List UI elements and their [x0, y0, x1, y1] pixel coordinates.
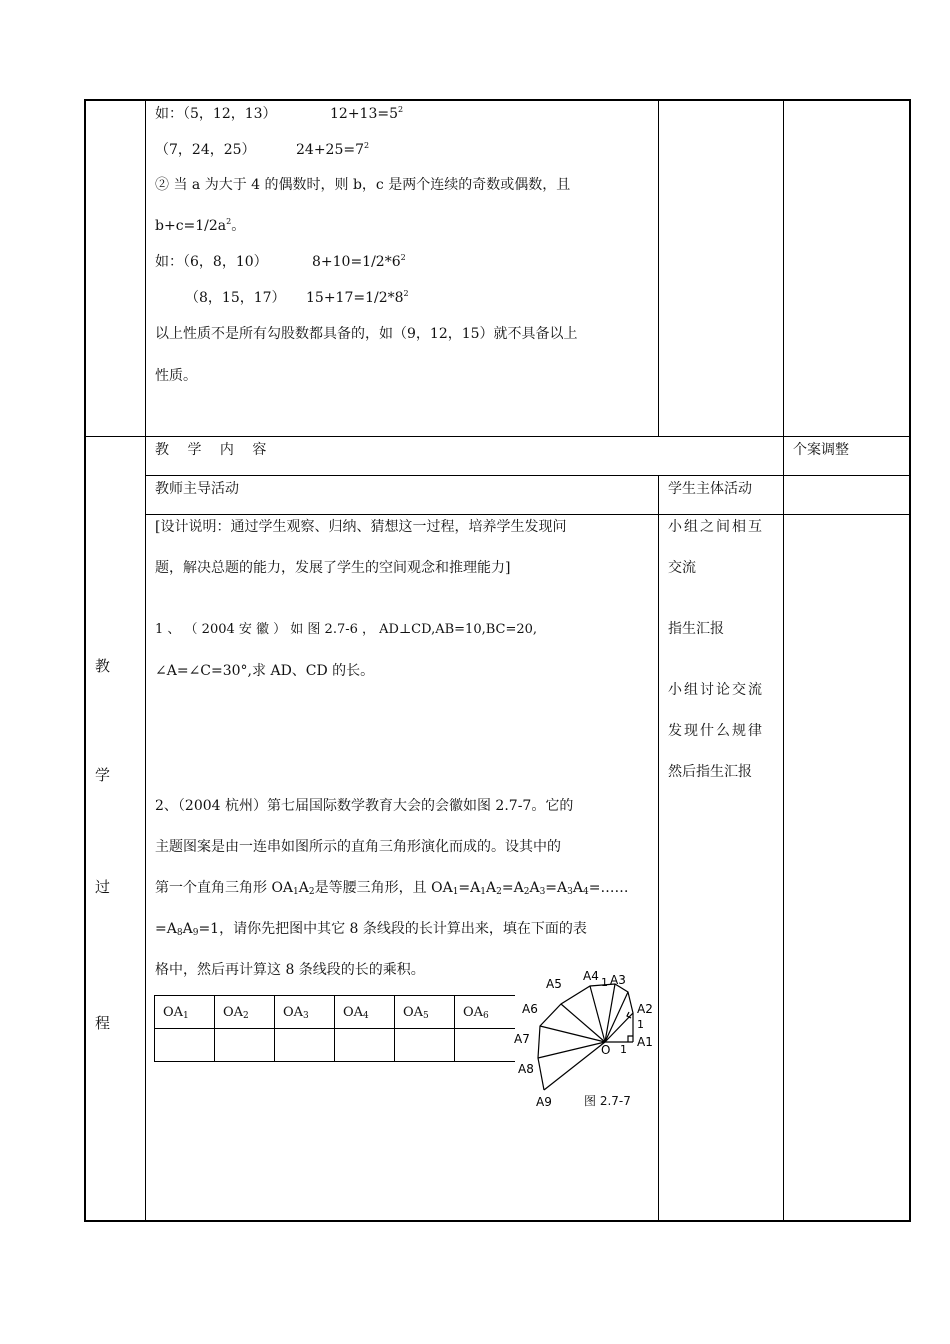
example-8-15-17: （8，15，17） — [185, 290, 286, 306]
table-border-bottom — [84, 1220, 911, 1222]
student-activity-5: 发现什么规律 — [668, 723, 764, 739]
segments-table — [154, 995, 515, 1062]
side-label-char-3: 过 — [95, 878, 111, 896]
col-divider-2-bottom — [658, 475, 659, 1222]
example-6-8-10-equation: $8+10=1/2*6^2$ — [312, 253, 406, 270]
segment-value-cell[interactable] — [275, 1029, 335, 1062]
teacher-header: 教师主导活动 — [155, 481, 239, 497]
figure-label-o: O — [601, 1043, 611, 1057]
figure-caption: 图 2.7-7 — [584, 1094, 631, 1108]
table-border-top — [84, 99, 911, 101]
segments-table-value-row — [155, 1029, 515, 1062]
note-text-1: 以上性质不是所有勾股数都具备的，如（9，12，15）就不具备以上 — [155, 326, 578, 342]
question-1-line-2: ∠A=∠C=30°,求 AD、CD 的长。 — [155, 663, 375, 679]
segment-value-cell[interactable] — [335, 1029, 395, 1062]
figure-label-one-bottom: 1 — [620, 1043, 627, 1056]
question-2-line-5: 格中，然后再计算这 8 条线段的长的乘积。 — [155, 962, 425, 978]
student-activity-2: 交流 — [668, 560, 696, 576]
student-activity-6: 然后指生汇报 — [668, 764, 752, 780]
question-2-line-4: $=A_8A_9=1$，请你先把图中其它 8 条线段的长计算出来，填在下面的表 — [155, 921, 587, 938]
example-5-12-13-equation: $12+13=5^2$ — [330, 105, 404, 122]
even-rule-formula: $b+c=1/2a^2$。 — [155, 217, 246, 234]
figure-label-a3: A3 — [610, 973, 626, 987]
figure-label-a2: A2 — [637, 1002, 653, 1016]
figure-label-one-right: 1 — [637, 1018, 644, 1031]
student-header: 学生主体活动 — [668, 481, 752, 497]
col-divider-1 — [145, 99, 146, 1222]
segment-header-oa4: $OA_4$ — [335, 996, 395, 1029]
segment-header-oa3: $OA_3$ — [275, 996, 335, 1029]
question-2-line-1: 2、（2004 杭州）第七届国际数学教育大会的会徽如图 2.7-7。它的 — [155, 798, 574, 814]
figure-label-a4: A4 — [583, 969, 599, 983]
content-header: 教 学 内 容 — [155, 442, 267, 458]
question-2-line-3: 第一个直角三角形 $OA_1A_2$是等腰三角形，且 $OA_1=A_1A_2=A_2A_3=A_3A_4=\dots\dots$ — [155, 880, 629, 897]
example-6-8-10: 如：（6，8，10） — [155, 254, 268, 270]
segment-value-cell[interactable] — [395, 1029, 455, 1062]
note-text-2: 性质。 — [155, 368, 197, 384]
side-label-char-1: 教 — [95, 657, 111, 675]
example-5-12-13: 如：（5，12，13） — [155, 106, 277, 122]
segment-value-cell[interactable] — [155, 1029, 215, 1062]
col-divider-3 — [783, 99, 784, 1222]
even-rule-text: ② 当 a 为大于 4 的偶数时，则 b，c 是两个连续的奇数或偶数，且 — [155, 177, 571, 193]
figure-label-one-top: 1 — [601, 976, 608, 989]
figure-label-a7: A7 — [514, 1032, 530, 1046]
adjust-header: 个案调整 — [793, 442, 849, 458]
student-activity-3: 指生汇报 — [668, 621, 724, 637]
side-label-char-4: 程 — [95, 1014, 111, 1032]
design-note-line-1: [设计说明：通过学生观察、归纳、猜想这一过程，培养学生发现问 — [155, 519, 567, 535]
segment-header-oa2: $OA_2$ — [215, 996, 275, 1029]
example-7-24-25-equation: $24+25=7^2$ — [296, 141, 370, 158]
col-divider-2-top — [658, 99, 659, 436]
table-border-left — [84, 99, 86, 1222]
student-activity-4: 小组讨论交流 — [668, 682, 764, 698]
segment-header-oa5: $OA_5$ — [395, 996, 455, 1029]
side-label-char-2: 学 — [95, 766, 111, 784]
table-border-right — [909, 99, 911, 1222]
row-divider-section — [84, 436, 911, 437]
figure-label-a9: A9 — [536, 1095, 552, 1109]
segment-header-oa1: $OA_1$ — [155, 996, 215, 1029]
figure-label-a8: A8 — [518, 1062, 534, 1076]
example-7-24-25: （7，24，25） — [155, 142, 256, 158]
question-2-line-2: 主题图案是由一连串如图所示的直角三角形演化而成的。设其中的 — [155, 839, 561, 855]
segment-header-oa6: $OA_6$ — [455, 996, 515, 1029]
design-note-line-2: 题，解决总题的能力，发展了学生的空间观念和推理能力] — [155, 560, 511, 576]
segment-value-cell[interactable] — [455, 1029, 515, 1062]
question-1-line-1: 1 、 （ 2004 安 徽 ） 如 图 2.7-6 ， AD⊥CD,AB=10,BC=20, — [155, 622, 538, 637]
figure-label-a5: A5 — [546, 977, 562, 991]
figure-label-a6: A6 — [522, 1002, 538, 1016]
segments-table-header-row — [155, 996, 515, 1029]
row-divider-subheader — [145, 514, 911, 515]
spiral-figure — [512, 966, 656, 1111]
row-divider-header — [145, 475, 911, 476]
example-8-15-17-equation: $15+17=1/2*8^2$ — [306, 289, 409, 306]
student-activity-1: 小组之间相互 — [668, 519, 764, 535]
segment-value-cell[interactable] — [215, 1029, 275, 1062]
figure-label-a1: A1 — [637, 1035, 653, 1049]
